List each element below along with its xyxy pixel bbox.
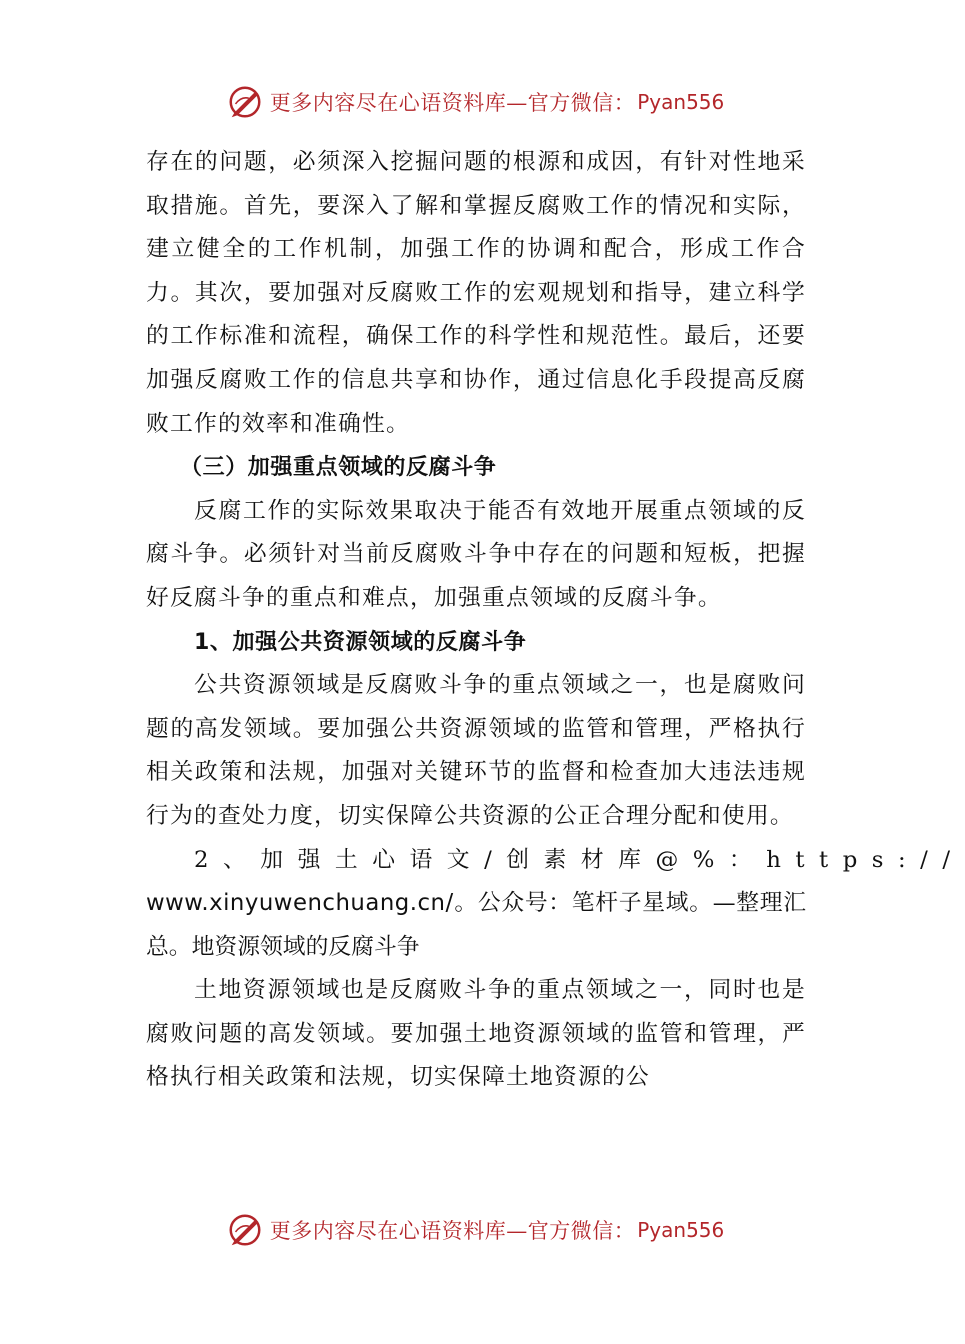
heading-section-3-2-continued (146, 882, 806, 969)
heading-section-3-1: 1、加强公共资源领域的反腐斗争 (194, 629, 527, 655)
website-url-link[interactable]: www.xinyuwenchuang.cn/ (146, 890, 454, 917)
paragraph-section-3-1: 公共资源领域是反腐败斗争的重点领域之一，也是腐败问题的高发领域。要加强公共资源领域的监管和管理，严格执行相关政策和法规，加强对关键环节的监督和检查加大违法违规行为的查处力度，切实保障公共资源的公正合理分配和使用。 (146, 672, 806, 829)
paragraph-section-3-2: 土地资源领域也是反腐败斗争的重点领域之一，同时也是腐败问题的高发领域。要加强土地资源领域的监管和管理，严格执行相关政策和法规，切实保障土地资源的公 (146, 977, 806, 1091)
document-body (146, 141, 965, 1100)
footer-banner-wechat-id: Pyan556 (637, 1218, 725, 1242)
header-banner (0, 82, 950, 122)
banner-wechat-id: Pyan556 (637, 90, 725, 114)
paragraph-section-3: 反腐工作的实际效果取决于能否有效地开展重点领域的反腐斗争。必须针对当前反腐败斗争中存在的问题和短板，把握好反腐斗争的重点和难点，加强重点领域的反腐斗争。 (146, 497, 806, 611)
heading-section-3-2-line1: 2、加强土心语文/创素材库@%：https:// (194, 846, 965, 873)
heading-section-3: （三）加强重点领域的反腐斗争 (180, 455, 497, 481)
pen-in-circle-logo-icon (226, 83, 264, 121)
paragraph-intro: 存在的问题，必须深入挖掘问题的根源和成因，有针对性地采取措施。首先，要深入了解和掌握反腐败工作的情况和实际，建立健全的工作机制，加强工作的协调和配合，形成工作合力。其次，要加强对反腐败工作的宏观规划和指导，建立科学的工作标准和流程，确保工作的科学性和规范性。最后，还要加强反腐败工作的信息共享和协作，通过信息化手段提高反腐败工作的效率和准确性。 (146, 149, 806, 437)
pen-in-circle-logo-icon (226, 1211, 264, 1249)
footer-banner (0, 1210, 950, 1250)
footer-banner-text: 更多内容尽在心语资料库—官方微信： (269, 1219, 636, 1243)
heading-section-3-2-rest: 。公众号：笔杆子星域。—整理汇总。地资源领域的反腐斗争 (146, 890, 806, 960)
banner-text: 更多内容尽在心语资料库—官方微信： (269, 91, 636, 115)
